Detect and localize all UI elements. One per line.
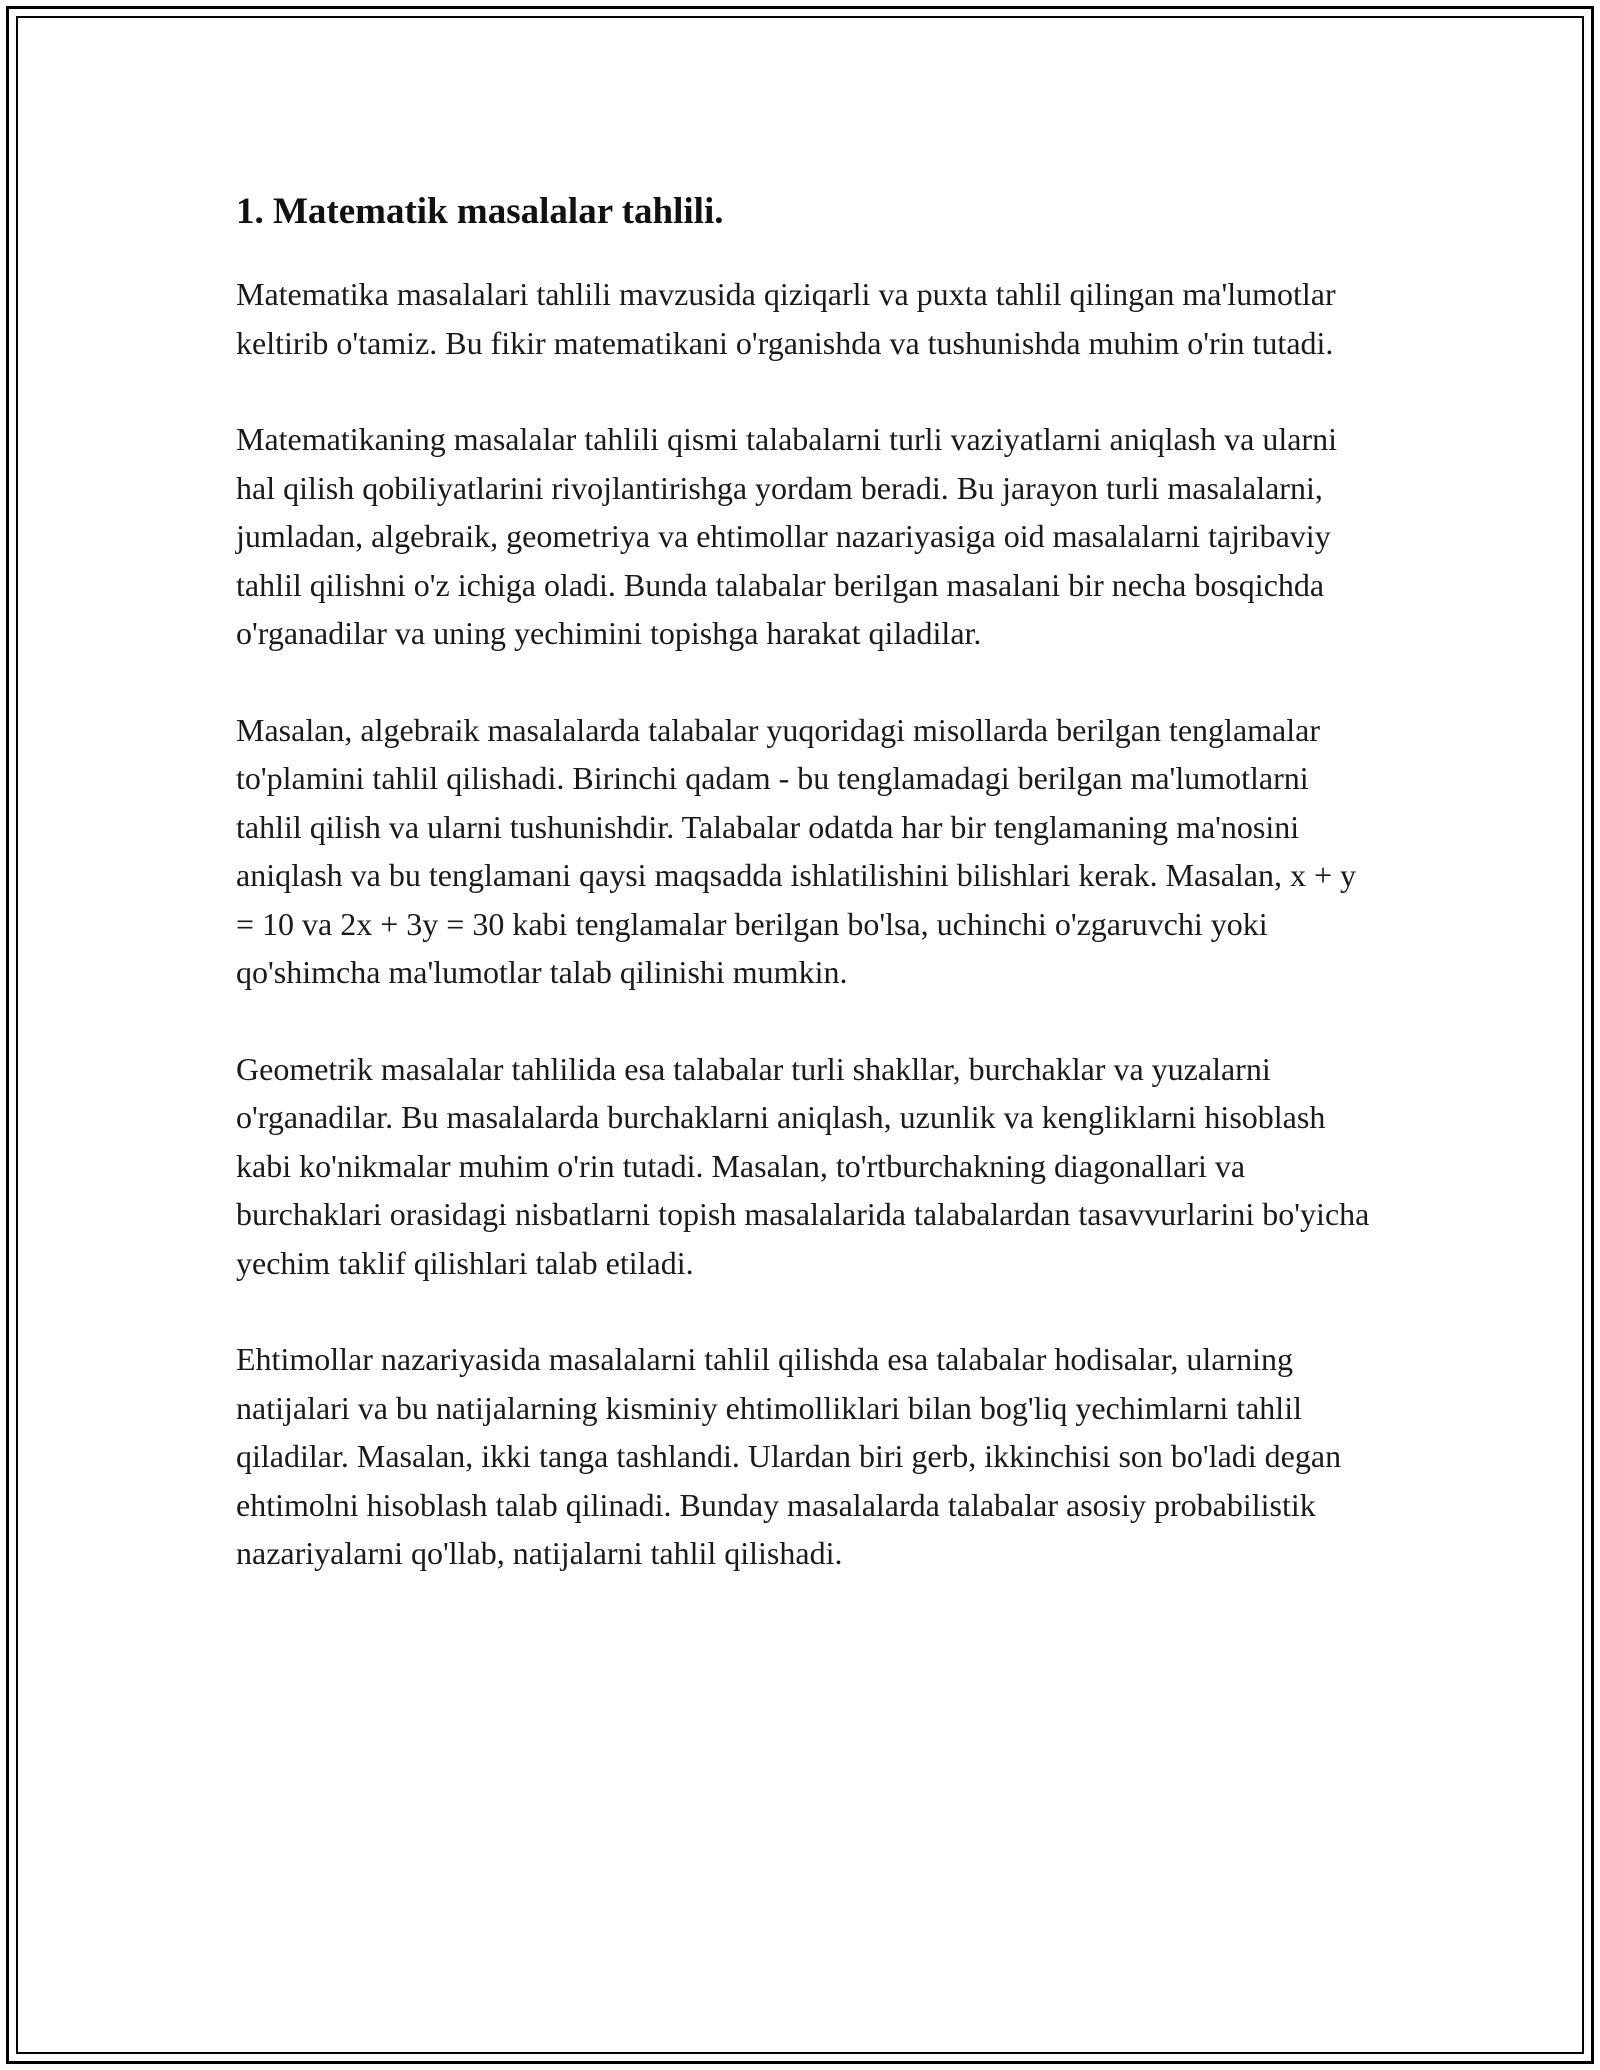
paragraph-probability: Ehtimollar nazariyasida masalalarni tahlil qilishda esa talabalar hodisalar, ularning natijalari va bu natijalarning kisminiy ehtimolliklari bilan bog'liq yechimlarni tahlil qiladilar. Masalan, ikki tanga tashlandi. Ulardan biri gerb, ikkinchisi son bo'ladi degan ehtimolni hisoblash talab qilinadi. Bunday masalalarda talabalar asosiy probabilistik nazariyalarni qo'llab, natijalarni tahlil qilishadi. — [236, 1341, 1342, 1571]
document-body — [236, 188, 1376, 1626]
paragraph-geometry: Geometrik masalalar tahlilida esa talabalar turli shakllar, burchaklar va yuzalarni o'rganadilar. Bu masalalarda burchaklarni aniqlash, uzunlik va kengliklarni hisoblash kabi ko'nikmalar muhim o'rin tutadi. Masalan, to'rtburchakning diagonallari va burchaklari orasidagi nisbatlarni topish masalalarida talabalardan tasavvurlarini bo'yicha yechim taklif qilishlari talab etiladi. — [236, 1050, 1370, 1281]
paragraph-overview: Matematikaning masalalar tahlili qismi talabalarni turli vaziyatlarni aniqlash va ularni hal qilish qobiliyatlarini rivojlantirishga yordam beradi. Bu jarayon turli masalalarni, jumladan, algebraik, geometriya va ehtimollar nazariyasiga oid masalalarni tajribaviy tahlil qilishni o'z ichiga oladi. Bunda talabalar berilgan masalani bir necha bosqichda o'rganadilar va uning yechimini topishga harakat qiladilar. — [236, 421, 1337, 651]
document-title: 1. Matematik masalalar tahlili. — [236, 191, 724, 232]
paragraph-intro: Matematika masalalari tahlili mavzusida qiziqarli va puxta tahlil qilingan ma'lumotlar keltirib o'tamiz. Bu fikir matematikani o'rganishda va tushunishda muhim o'rin tutadi. — [236, 276, 1336, 361]
paragraph-algebra: Masalan, algebraik masalalarda talabalar yuqoridagi misollarda berilgan tenglamalar to'plamini tahlil qilishadi. Birinchi qadam - bu tenglamadagi berilgan ma'lumotlarni tahlil qilish va ularni tushunishdir. Talabalar odatda har bir tenglamaning ma'nosini aniqlash va bu tenglamani qaysi maqsadda ishlatilishini bilishlari kerak. Masalan, x + y = 10 va 2x + 3y = 30 kabi tenglamalar berilgan bo'lsa, uchinchi o'zgaruvchi yoki qo'shimcha ma'lumotlar talab qilinishi mumkin. — [236, 711, 1357, 990]
